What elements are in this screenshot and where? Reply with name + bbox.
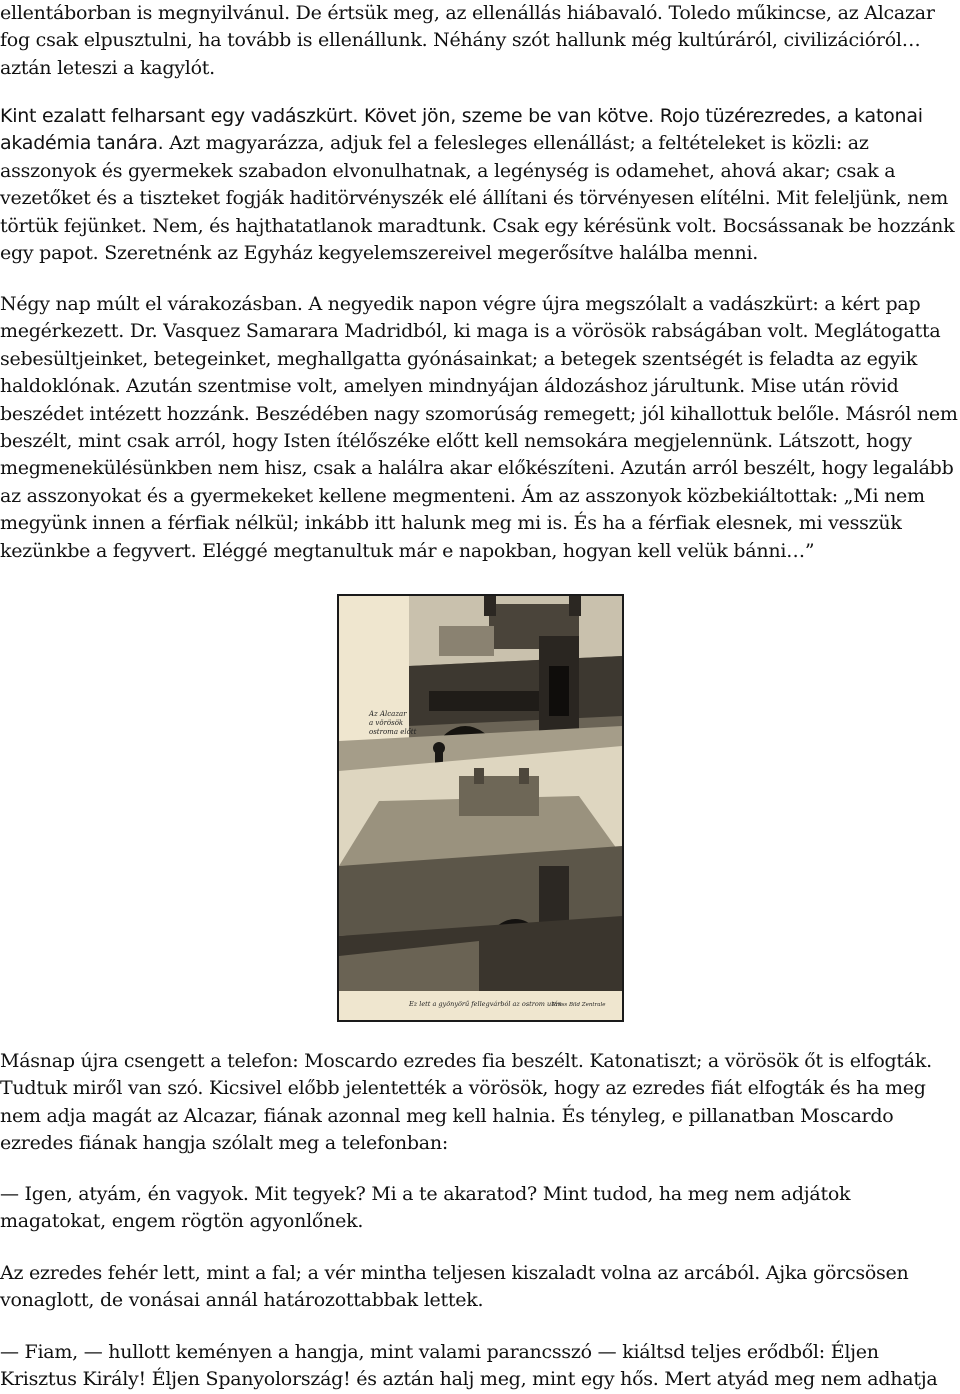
alcazar-photos: [339, 596, 622, 1020]
caption-top-line-2: a vörösök: [369, 719, 404, 727]
paragraph-5: — Igen, atyám, én vagyok. Mit tegyek? Mi a te akaratod? Mint tudod, ha meg nem adjátok magatokat, engem rögtön agyonlőnek.: [0, 1183, 851, 1233]
caption-top-line-3: ostroma előtt: [369, 728, 417, 736]
paragraph-2: [0, 103, 958, 267]
paragraph-6: Az ezredes fehér lett, mint a fal; a vér mintha teljesen kiszaladt volna az arcából. Ajka görcsösen vonaglott, de vonásai annál határozottabbak lettek.: [0, 1262, 909, 1312]
photo-credit: Press Bild Zentrale: [552, 1002, 606, 1008]
alcazar-after-photo: [339, 746, 622, 991]
photo-figure: [337, 594, 624, 1022]
paragraph-7: — Fiam, — hullott keményen a hangja, mint valami parancsszó — kiáltsd teljes erődből: Éljen Krisztus Király! Éljen Spanyolország! és aztán halj meg, mint egy hős. Mert atyád meg nem adhatja: [0, 1341, 938, 1391]
paragraph-2-sans-part: Kint ezalatt felharsant egy vadászkürt. Követ jön, szeme be van kötve. Rojo tüzérezredes, a katonai akadémia tanára.: [0, 105, 923, 155]
paragraph-2-serif-part: Azt magyarázza, adjuk fel a felesleges ellenállást; a feltételeket is közli: az asszonyok és gyermekek szabadon elvonulhatnak, a legénység is odamehet, ahová akar; csak a vezetőket és a tiszteket fogják haditörvényszék elé állítani és törvényesen elítélni. Mit feleljünk, nem törtük fejünket. Nem, és hajthatatlanok maradtunk. Csak egy kérésünk volt. Bocsássanak be hozzánk egy papot. Szeretnénk az Egyház kegyelemszereivel megerősítve halálba menni.: [0, 132, 955, 265]
paragraph-4: Másnap újra csengett a telefon: Moscardo ezredes fia beszélt. Katonatiszt; a vörösök őt is elfogták. Tudtuk miről van szó. Kicsivel előbb jelentették a vörösök, hogy az ezredes fiát elfogták és ha meg nem adja magát az Alcazar, fiának azonnal meg kell halnia. És tényleg, e pillanatban Moscardo ezredes fiának hangja szólalt meg a telefonban:: [0, 1050, 932, 1155]
paragraph-1: ellentáborban is megnyilvánul. De értsük meg, az ellenállás hiábavaló. Toledo műkincse, az Alcazar fog csak elpusztulni, ha tovább is ellenállunk. Néhány szót hallunk még kultúráról, civilizációról… aztán leteszi a kagylót.: [0, 2, 935, 79]
caption-top-line-1: Az Alcazar: [369, 710, 407, 718]
caption-bottom: Ez lett a gyönyörű fellegvárból az ostrom után: [409, 1000, 562, 1008]
paragraph-3: Négy nap múlt el várakozásban. A negyedik napon végre újra megszólalt a vadászkürt: a kért pap megérkezett. Dr. Vasquez Samarara Madridból, ki maga is a vörösök rabságában volt. Meglátogatta sebesültjeinket, betegeinket, meghallgatta gyónásainkat; a betegek szentségét is feladta az egyik haldoklónak. Azután szentmise volt, amelyen mindnyájan áldozáshoz járultunk. Mise után rövid beszédet intézett hozzánk. Beszédében nagy szomorúság remegett; jól kihallottuk belőle. Másról nem beszélt, mint csak arról, hogy Isten ítélőszéke előtt kell nemsokára megjelennünk. Látszott, hogy megmenekülésünkben nem hisz, csak a halálra akar előkészíteni. Azután arról beszélt, hogy legalább az asszonyokat és a gyermekeket kellene megmenteni. Ám az asszonyok közbekiáltottak: „Mi nem megyünk innen a férfiak nélkül; inkább itt halunk meg mi is. És ha a férfiak elesnek, mi vesszük kezünkbe a fegyvert. Eléggé megtanultuk már e napokban, hogyan kell velük bánni…”: [0, 293, 958, 562]
